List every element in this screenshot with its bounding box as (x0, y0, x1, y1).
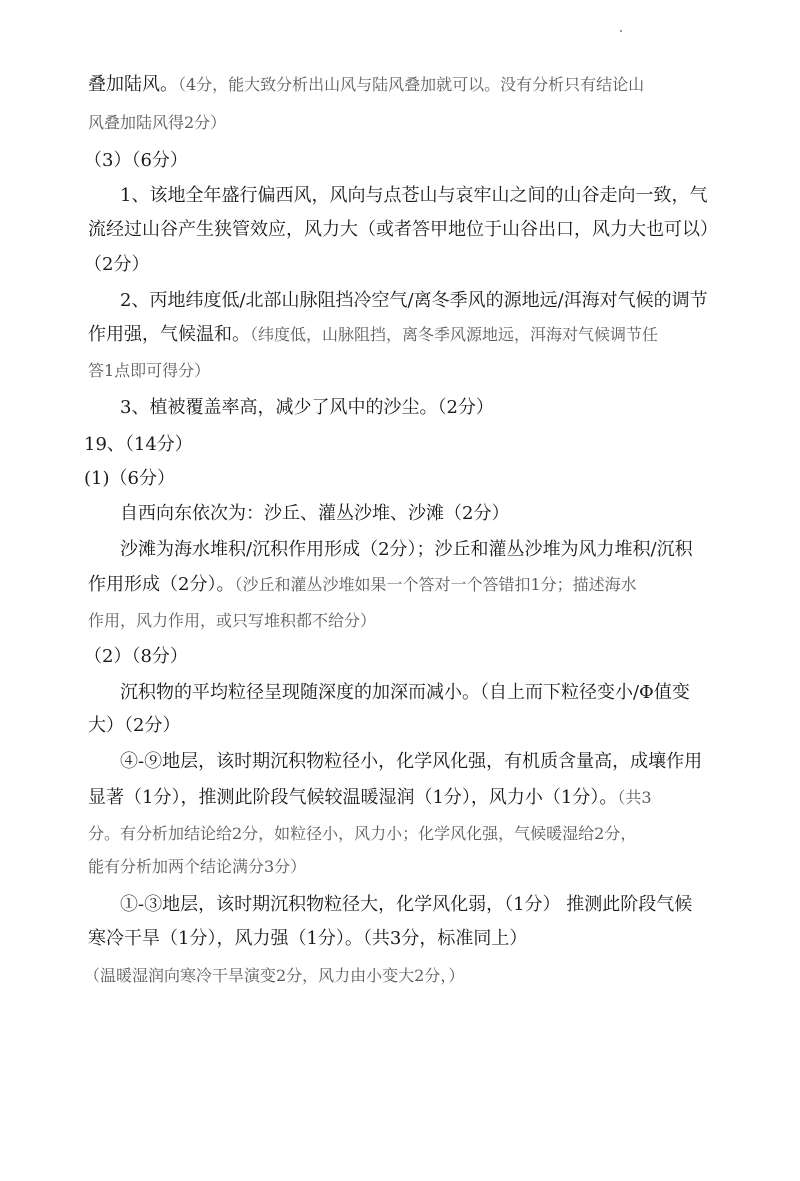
grading-note: 答1点即可得分） (88, 361, 211, 380)
text-line (88, 323, 658, 347)
text-line (88, 573, 637, 597)
question-heading: 19、（14分） (84, 434, 193, 455)
text-line: 2、丙地纬度低/北部山脉阻挡冷空气/离冬季风的源地远/洱海对气候的调节 (120, 290, 708, 311)
text-segment: 作用形成（2分）。 (88, 574, 235, 595)
text-line (88, 73, 644, 97)
text-segment: 作用强，气候温和。 (88, 324, 250, 345)
text-line: ④-⑨地层，该时期沉积物粒径小，化学风化强，有机质含量高，成壤作用 (120, 751, 703, 772)
text-line: 1、该地全年盛行偏西风，风向与点苍山与哀牢山之间的山谷走向一致，气 (120, 185, 708, 206)
text-line: 沉积物的平均粒径呈现随深度的加深而减小。（自上而下粒径变小/Φ值变 (120, 682, 690, 703)
subquestion-heading: （3）（6分） (84, 150, 188, 171)
grading-note: 作用，风力作用，或只写堆积都不给分） (88, 611, 377, 630)
grading-note: 分。有分析加结论给2分，如粒径小，风力小；化学风化强，气候暖湿给2分， (88, 824, 637, 843)
grading-note: 能有分析加两个结论满分3分） (88, 857, 307, 876)
text-segment: 叠加陆风。 (88, 74, 178, 95)
text-line: 大）（2分） (88, 715, 181, 736)
text-line: 寒冷干旱（1分），风力强（1分）。（共3分，标准同上） (88, 928, 528, 949)
text-line (88, 786, 652, 810)
text-segment: 显著（1分），推测此阶段气候较温暖湿润（1分），风力小（1分）。 (88, 787, 618, 808)
grading-note: （沙丘和灌丛沙堆如果一个答对一个答错扣1分；描述海水 (234, 575, 637, 594)
grading-note: （4分，能大致分析出山风与陆风叠加就可以。没有分析只有结论山 (178, 75, 645, 94)
grading-note: 风叠加陆风得2分） (88, 113, 227, 132)
scan-dot (620, 30, 622, 32)
text-line: （2分） (84, 254, 150, 275)
subquestion-heading: (1)（6分） (84, 468, 175, 489)
grading-note: （温暖湿润向寒冷干旱演变2分，风力由小变大2分，） (84, 966, 465, 985)
text-line: ①-③地层，该时期沉积物粒径大，化学风化弱，（1分） 推测此阶段气候 (120, 894, 693, 915)
subquestion-heading: （2）（8分） (84, 646, 188, 667)
text-line: 3、植被覆盖率高，减少了风中的沙尘。（2分） (120, 397, 494, 418)
text-line: 流经过山谷产生狭管效应，风力大（或者答甲地位于山谷出口，风力大也可以） (88, 219, 718, 240)
grading-note: （纬度低，山脉阻挡，离冬季风源地远，洱海对气候调节任 (250, 325, 659, 344)
grading-note: （共3 (617, 788, 652, 807)
text-line: 沙滩为海水堆积/沉积作用形成（2分）；沙丘和灌丛沙堆为风力堆积/沉积 (120, 539, 693, 560)
text-line: 自西向东依次为：沙丘、灌丛沙堆、沙滩（2分） (120, 503, 510, 524)
